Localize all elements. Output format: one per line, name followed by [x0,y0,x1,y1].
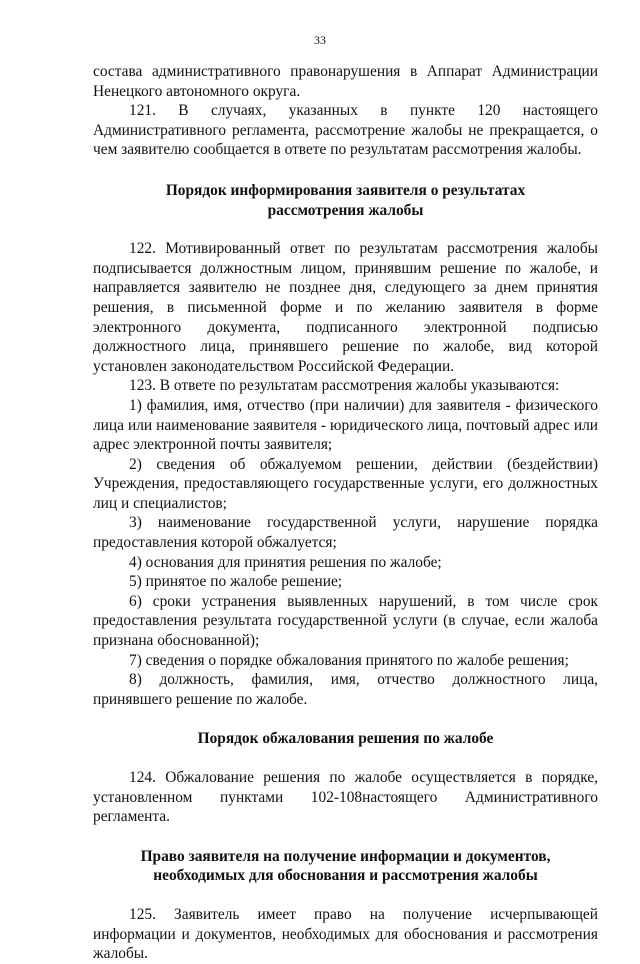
list-item-4: 4) основания для принятия решения по жалобе; [129,553,442,571]
section-heading-informing [93,181,598,220]
list-item-5: 5) принятое по жалобе решение; [129,573,343,591]
heading-line: необходимых для обоснования и рассмотрения жалобы [153,867,538,885]
list-item-1: 1) фамилия, имя, отчество (при наличии) для заявителя - физического лица или наименование заявителя - юридического лица, почтовый адрес или адрес электронной почты заявителя; [93,396,598,454]
list-item-8: 8) должность, фамилия, имя, отчество должностного лица, принявшего решение по жалобе. [93,671,598,708]
list-item-2: 2) сведения об обжалуемом решении, действии (бездействии) Учреждения, предоставляющего государственные услуги, его должностных лиц и специалистов; [93,455,598,512]
document-body [93,62,598,964]
heading-line: Порядок информирования заявителя о результатах [165,181,526,199]
page-number: 33 [314,33,326,47]
heading-line: рассмотрения жалобы [267,201,424,219]
heading-line: Право заявителя на получение информации и документов, [140,847,551,865]
paragraph-121: 121. В случаях, указанных в пункте 120 настоящего Административного регламента, рассмотрение жалобы не прекращается, о чем заявителю сообщается в ответе по результатам рассмотрения жалобы. [93,102,598,159]
paragraph-123: 123. В ответе по результатам рассмотрения жалобы указываются: [129,377,560,395]
section-heading-appeal [93,729,598,749]
heading-line: Порядок обжалования решения по жалобе [197,730,494,748]
list-item-6: 6) сроки устранения выявленных нарушений, в том числе срок предоставления результата государственной услуги (в случае, если жалоба признана обоснованной); [93,592,598,650]
paragraph-124: 124. Обжалование решения по жалобе осуществляется в порядке, установленном пунктами 102-108настоящего Административного регламента. [93,769,598,826]
paragraph-122: 122. Мотивированный ответ по результатам рассмотрения жалобы подписывается должностным лицом, принявшим решение по жалобе, и направляется заявителю не позднее дня, следующего за днем принятия решения, в письменной форме и по желанию заявителя в форме электронного документа, подписанного электронной подписью должностного лица, принявшего решение по жалобе, вид которой установлен законодательством Российской Федерации. [93,240,598,375]
paragraph-125: 125. Заявитель имеет право на получение исчерпывающей информации и документов, необходимых для обоснования и рассмотрения жалобы. [93,905,598,963]
list-item-7: 7) сведения о порядке обжалования принятого по жалобе решения; [129,651,569,669]
section-heading-right-to-information [93,847,598,886]
paragraph-continuation: состава административного правонарушения в Аппарат Администрации Ненецкого автономного округа. [93,63,598,100]
list-item-3: 3) наименование государственной услуги, нарушение порядка предоставления которой обжалуется; [93,514,598,552]
